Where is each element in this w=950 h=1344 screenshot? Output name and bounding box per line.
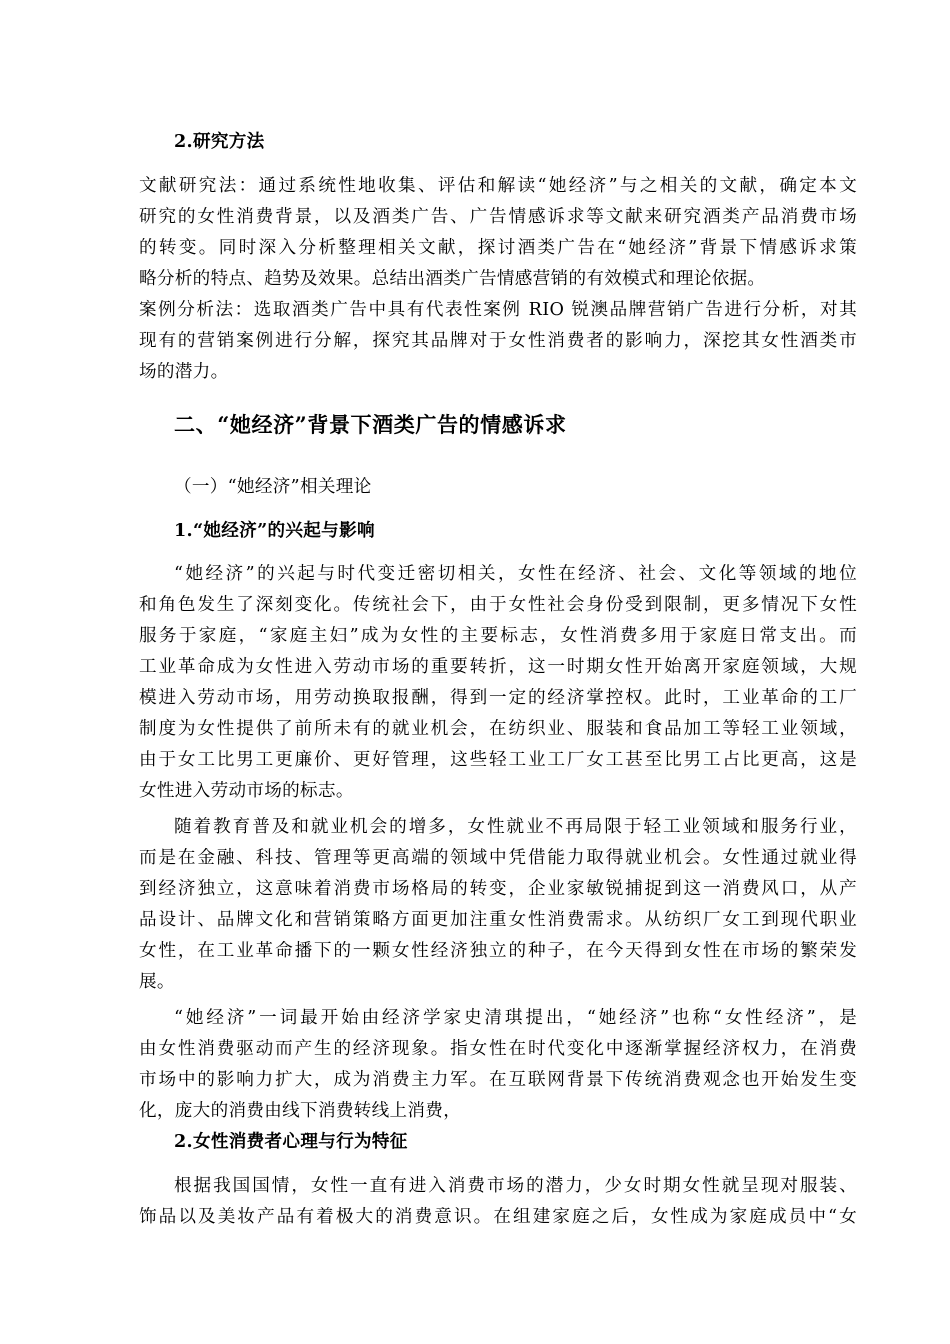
text-line: 略分析的特点、趋势及效果。总结出酒类广告情感营销的有效模式和理论依据。 bbox=[139, 269, 766, 289]
text-line: 化，庞大的消费由线下消费转线上消费， bbox=[139, 1101, 462, 1121]
text-line: 模进入劳动市场，用劳动换取报酬，得到一定的经济掌控权。此时，工业革命的工厂 bbox=[139, 688, 857, 708]
text-line: 场的潜力。 bbox=[139, 362, 229, 382]
heading-rise-and-impact: 1.“她经济”的兴起与影响 bbox=[174, 520, 375, 541]
text-line: 案例分析法：选取酒类广告中具有代表性案例 RIO 锐澳品牌营销广告进行分析，对其 bbox=[139, 300, 857, 320]
text-line: “她经济”一词最开始由经济学家史清琪提出，“她经济”也称“女性经济”，是 bbox=[174, 1008, 857, 1028]
heading-consumer-psychology: 2.女性消费者心理与行为特征 bbox=[174, 1131, 408, 1152]
text-line: 展。 bbox=[139, 972, 175, 992]
text-line: 到经济独立，这意味着消费市场格局的转变，企业家敏锐捕捉到这一消费风口，从产 bbox=[139, 879, 857, 899]
text-line: 品设计、品牌文化和营销策略方面更加注重女性消费需求。从纺织厂女工到现代职业 bbox=[139, 910, 857, 930]
text-line: 由女性消费驱动而产生的经济现象。指女性在时代变化中逐渐掌握经济权力，在消费 bbox=[139, 1039, 857, 1059]
text-line: 根据我国国情，女性一直有进入消费市场的潜力，少女时期女性就呈现对服装、 bbox=[174, 1176, 857, 1196]
text-line: 饰品以及美妆产品有着极大的消费意识。在组建家庭之后，女性成为家庭成员中“女 bbox=[139, 1207, 857, 1227]
text-line: 现有的营销案例进行分解，探究其品牌对于女性消费者的影响力，深挖其女性酒类市 bbox=[139, 331, 857, 351]
text-line: 工业革命成为女性进入劳动市场的重要转折，这一时期女性开始离开家庭领域，大规 bbox=[139, 657, 857, 677]
text-line: “她经济”的兴起与时代变迁密切相关，女性在经济、社会、文化等领域的地位 bbox=[174, 564, 857, 584]
text-line: 随着教育普及和就业机会的增多，女性就业不再局限于轻工业领域和服务行业， bbox=[174, 817, 857, 837]
text-line: 市场中的影响力扩大，成为消费主力军。在互联网背景下传统消费观念也开始发生变 bbox=[139, 1070, 857, 1090]
text-line: 女性，在工业革命播下的一颗女性经济独立的种子，在今天得到女性在市场的繁荣发 bbox=[139, 941, 857, 961]
text-line: 研究的女性消费背景，以及酒类广告、广告情感诉求等文献来研究酒类产品消费市场 bbox=[139, 207, 857, 227]
text-line: 女性进入劳动市场的标志。 bbox=[139, 781, 354, 801]
text-line: 的转变。同时深入分析整理相关文献，探讨酒类广告在“她经济”背景下情感诉求策 bbox=[139, 238, 857, 258]
text-line: 文献研究法：通过系统性地收集、评估和解读“她经济”与之相关的文献，确定本文 bbox=[139, 176, 857, 196]
text-line: 制度为女性提供了前所未有的就业机会，在纺织业、服装和食品加工等轻工业领域， bbox=[139, 719, 857, 739]
heading-research-methods: 2.研究方法 bbox=[174, 131, 265, 152]
text-line: 而是在金融、科技、管理等更高端的领域中凭借能力取得就业机会。女性通过就业得 bbox=[139, 848, 857, 868]
text-line: 由于女工比男工更廉价、更好管理，这些轻工业工厂女工甚至比男工占比更高，这是 bbox=[139, 750, 857, 770]
section-title: 二、“她经济”背景下酒类广告的情感诉求 bbox=[174, 412, 567, 437]
text-line: 服务于家庭，“家庭主妇”成为女性的主要标志，女性消费多用于家庭日常支出。而 bbox=[139, 626, 857, 646]
text-line: 和角色发生了深刻变化。传统社会下，由于女性社会身份受到限制，更多情况下女性 bbox=[139, 595, 857, 615]
subsection-title: （一）“她经济”相关理论 bbox=[174, 477, 372, 497]
